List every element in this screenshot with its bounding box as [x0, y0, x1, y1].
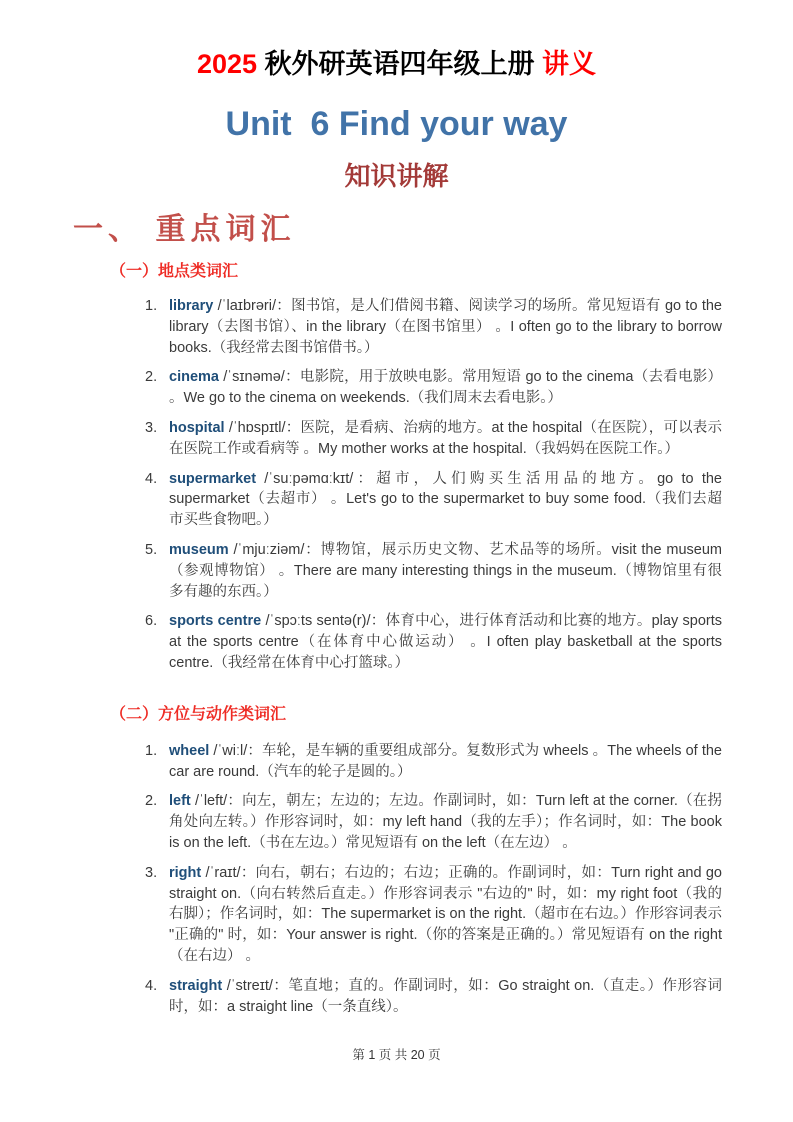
- item-number: 4.: [145, 470, 158, 487]
- item-number: 6.: [145, 613, 158, 630]
- subsection-heading-location-words: （一）地点类词汇: [110, 263, 239, 280]
- vocab-item-sports-centre: [145, 611, 722, 673]
- vocab-word: library: [169, 298, 214, 314]
- item-text: [169, 791, 722, 853]
- vocab-item-museum: [145, 540, 722, 602]
- vocab-word: cinema: [169, 369, 219, 386]
- item-number: 1.: [145, 298, 158, 314]
- vocab-word: supermarket: [169, 470, 257, 487]
- vocab-definition: /ˈmjuːziəm/：博物馆，展示历史文物、艺术品等的场所。visit the museum（参观博物馆） 。There are many interesting things in the museum.（博物馆里有很多有趣的东西。）: [169, 541, 722, 600]
- item-number: 1.: [145, 742, 158, 759]
- item-text: [169, 741, 722, 783]
- page-number-footer: 第 1 页 共 20 页: [352, 1048, 441, 1062]
- item-text: [169, 611, 722, 673]
- vocab-word: straight: [169, 977, 223, 994]
- vocab-item-library: [145, 296, 722, 358]
- vocab-word: right: [169, 864, 202, 881]
- section-heading-key-vocab: 一、 重点词汇: [73, 213, 296, 246]
- vocab-item-cinema: [145, 367, 722, 409]
- vocab-definition: /ˈleft/：向左，朝左；左边的；左边。作副词时，如：Turn left at the corner.（在拐角处向左转。）作形容词时，如：my left hand（我的左手）；作名词时，如：The book is on the left.（书在左边。）常见短语有 on the left（在左边） 。: [169, 793, 722, 851]
- item-text: [169, 469, 722, 531]
- vocab-item-right: [145, 863, 722, 967]
- direction-vocab-list: [145, 741, 722, 1018]
- vocab-word: museum: [169, 541, 229, 558]
- item-text: [169, 418, 722, 460]
- item-number: 3.: [145, 419, 158, 436]
- doc-title-year: 2025: [196, 49, 265, 79]
- item-text: [169, 540, 722, 602]
- subsection-heading-direction-words: （二）方位与动作类词汇: [110, 705, 287, 723]
- vocab-item-straight: [145, 976, 722, 1018]
- item-text: [169, 296, 722, 358]
- item-number: 2.: [145, 793, 158, 810]
- vocab-item-supermarket: [145, 469, 722, 531]
- vocab-definition: /ˈspɔːts sentə(r)/：体育中心，进行体育活动和比赛的地方。play sports at the sports centre（在体育中心做运动） 。I often play basketball at the sports centre.（我经常在体育中心打篮球。）: [169, 613, 722, 671]
- vocab-definition: /ˈhɒspɪtl/：医院，是看病、治病的地方。at the hospital（在医院），可以表示在医院工作或看病等 。My mother works at the hospital.（我妈妈在医院工作。）: [169, 419, 722, 457]
- item-text: [169, 976, 722, 1018]
- vocab-word: hospital: [169, 419, 225, 436]
- vocab-item-left: [145, 791, 722, 853]
- item-number: 4.: [145, 977, 158, 994]
- item-number: 3.: [145, 864, 158, 881]
- vocab-definition: /ˈsuːpəmɑːkɪt/：超市，人们购买生活用品的地方。go to the supermarket（去超市） 。Let's go to the supermarket to buy some food.（我们去超市买些食物吧。）: [169, 470, 722, 529]
- doc-title-suffix: 讲义: [542, 49, 597, 79]
- item-text: [169, 367, 722, 409]
- item-text: [169, 863, 722, 967]
- vocab-item-hospital: [145, 418, 722, 460]
- item-number: 5.: [145, 541, 158, 558]
- vocab-item-wheel: [145, 741, 722, 783]
- vocab-definition: /ˈstreɪt/：笔直地；直的。作副词时，如：Go straight on.（直走。）作形容词时，如：a straight line（一条直线）。: [169, 977, 722, 1015]
- subtitle-knowledge: 知识讲解: [344, 162, 449, 191]
- item-number: 2.: [145, 369, 158, 386]
- vocab-word: left: [169, 793, 191, 810]
- vocab-word: wheel: [169, 742, 210, 759]
- location-vocab-list: [145, 296, 722, 674]
- unit-title: Unit 6 Find your way: [225, 105, 568, 143]
- doc-title: [0, 0, 793, 82]
- vocab-word: sports centre: [169, 613, 262, 630]
- vocab-definition: /ˈsɪnəmə/：电影院，用于放映电影。常用短语 go to the cinema（去看电影） 。We go to the cinema on weekends.（我们周末去看电影。）: [169, 369, 722, 407]
- vocab-definition: /ˈraɪt/：向右，朝右；右边的；右边；正确的。作副词时，如：Turn right and go straight on.（向右转然后直走。）作形容词表示 "右边的" 时，如：my right foot（我的右脚）；作名词时，如：The supermarket is on the right.（超市在右边。）作形容词表示 "正确的" 时，如：Your answer is right.（你的答案是正确的。）常见短语有 on the right（在右边） 。: [169, 864, 722, 964]
- vocab-definition: /ˈlaɪbrəri/：图书馆，是人们借阅书籍、阅读学习的场所。常见短语有 go to the library（去图书馆）、in the library（在图书馆里） 。I often go to the library to borrow books.（我经常去图书馆借书。）: [169, 298, 722, 356]
- vocab-definition: /ˈwiːl/：车轮，是车辆的重要组成部分。复数形式为 wheels 。The wheels of the car are round.（汽车的轮子是圆的。）: [169, 742, 722, 780]
- doc-title-middle: 秋外研英语四年级上册: [264, 49, 543, 79]
